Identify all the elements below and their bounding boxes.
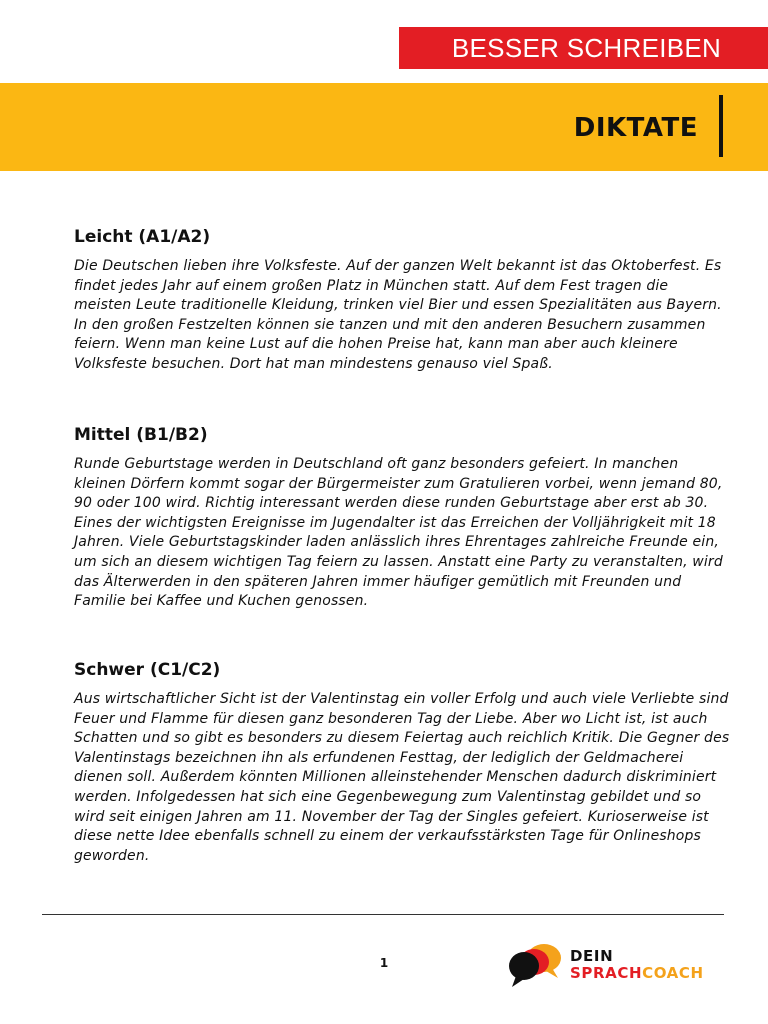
section-heading: Schwer (C1/C2): [74, 660, 221, 680]
section-heading: Leicht (A1/A2): [74, 227, 211, 247]
page-title: DIKTATE: [573, 113, 698, 143]
section-schwer: [74, 659, 730, 866]
speech-bubble-logo-icon: [506, 940, 566, 990]
logo-wordmark: [570, 948, 704, 982]
section-text: Runde Geburtstage werden in Deutschland oft ganz besonders gefeiert. In manchen kleinen Dörfern kommt sogar der Bürgermeister zum Gratulieren vorbei, wenn jemand 80, 90 oder 100 wird. Richtig interessant werden diese runden Geburtstage aber erst ab 30. Eines der wichtigsten Ereignisse im Jugendalter ist das Erreichen der Volljährigkeit mit 18 Jahren. Viele Geburtstagskinder laden anlässlich ihres Ehrentages zahlreiche Freunde ein, um sich an diesem wichtigen Tag feiern zu lassen. Anstatt eine Party zu veranstalten, wird das Älterwerden in den späteren Jahren immer häufiger gemütlich mit Freunden und Familie bei Kaffee und Kuchen genossen.: [74, 456, 723, 610]
footer-divider: [42, 914, 724, 915]
section-mittel: [74, 424, 730, 612]
header-badge: BESSER SCHREIBEN: [399, 27, 768, 69]
logo-text-sprach: SPRACH: [570, 964, 643, 982]
logo-text-coach: COACH: [642, 964, 704, 982]
section-heading: Mittel (B1/B2): [74, 425, 208, 445]
logo-text-line1: DEIN: [570, 947, 614, 965]
section-text: Die Deutschen lieben ihre Volksfeste. Auf der ganzen Welt bekannt ist das Oktoberfest. Es findet jedes Jahr auf einem großen Platz in München statt. Auf dem Fest tragen die meisten Leute traditionelle Kleidung, trinken viel Bier und essen Spezialitäten aus Bayern. In den großen Festzelten können sie tanzen und mit den anderen Besuchern zusammen feiern. Wenn man keine Lust auf die hohen Preise hat, kann man aber auch kleinere Volksfeste besuchen. Dort hat man mindestens genauso viel Spaß.: [74, 258, 722, 372]
logo-text-line2: [570, 965, 704, 982]
title-band: [0, 83, 768, 171]
title-divider: [719, 95, 723, 157]
page-number: 1: [379, 956, 389, 970]
brand-logo: [506, 940, 726, 990]
section-leicht: [74, 226, 730, 375]
section-text: Aus wirtschaftlicher Sicht ist der Valentinstag ein voller Erfolg und auch viele Verliebte sind Feuer und Flamme für diesen ganz besonderen Tag der Liebe. Aber wo Licht ist, ist auch Schatten und so gibt es besonders zu diesem Feiertag auch reichlich Kritik. Die Gegner des Valentinstags bezeichnen ihn als erfundenen Festtag, der lediglich der Geldmacherei dienen soll. Außerdem könnten Millionen alleinstehender Menschen dadurch diskriminiert werden. Infolgedessen hat sich eine Gegenbewegung zum Valentinstag gebildet und so wird seit einigen Jahren am 11. November der Tag der Singles gefeiert. Kurioserweise ist diese nette Idee ebenfalls schnell zu einem der verkaufsstärksten Tage für Onlineshops geworden.: [74, 691, 730, 864]
